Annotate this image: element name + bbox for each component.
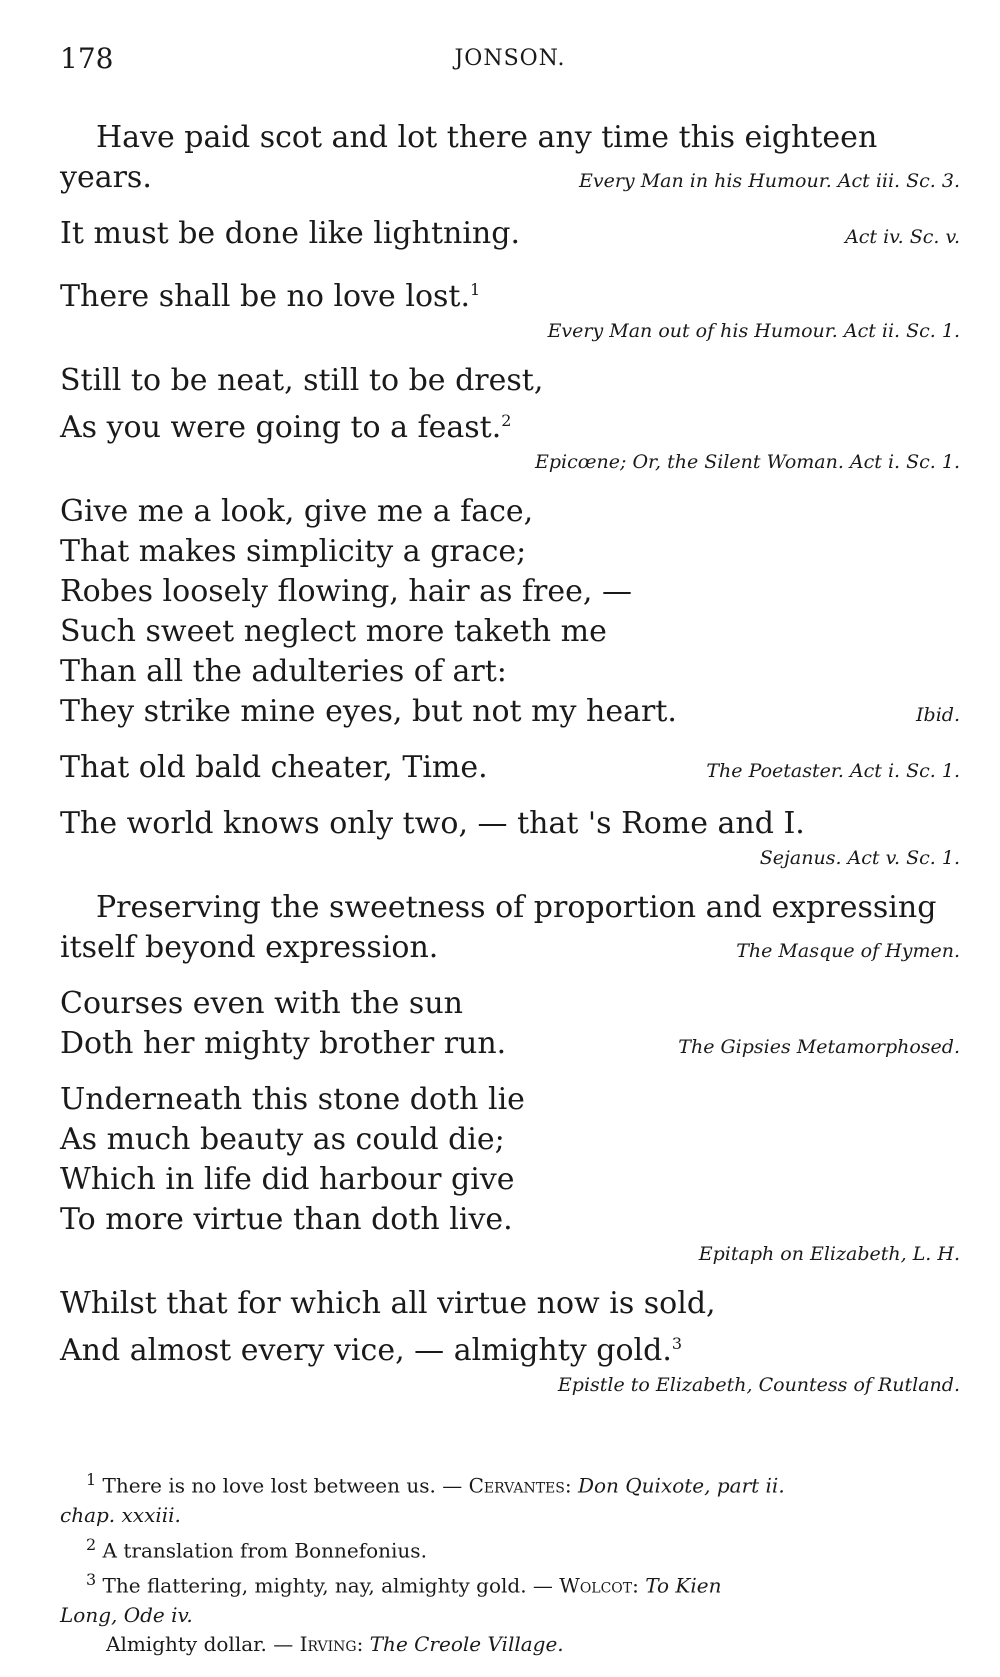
quote-source: The Gipsies Metamorphosed. <box>678 1036 960 1058</box>
quote-line: That makes simplicity a grace; <box>60 534 527 569</box>
quote-block <box>60 361 960 476</box>
running-title: JONSON. <box>454 46 566 71</box>
footnote-continuation: Long, Ode iv. <box>60 1602 193 1627</box>
quote-line: Which in life did harbour give <box>60 1162 515 1197</box>
footnote: $^1$ There is no love lost between us. — Cervantes: Don Quixote, part ii. <box>86 1470 785 1498</box>
quote-line: itself beyond expression. <box>60 930 439 965</box>
quote-block <box>60 804 960 872</box>
footnote-ref: 2 <box>501 411 512 430</box>
quote-block <box>60 492 960 732</box>
quotation-list <box>60 118 960 1415</box>
quote-source: The Poetaster. Act i. Sc. 1. <box>706 760 960 782</box>
page-header <box>60 42 960 82</box>
quote-line: Robes loosely flowing, hair as free, — <box>60 574 632 609</box>
quote-source: Every Man in his Humour. Act iii. Sc. 3. <box>578 170 960 192</box>
quote-block <box>60 214 960 254</box>
quote-block <box>60 118 960 198</box>
quote-source: Act iv. Sc. v. <box>845 226 960 248</box>
quote-line: As much beauty as could die; <box>60 1122 505 1157</box>
footnotes <box>60 1465 960 1659</box>
quote-line: Such sweet neglect more taketh me <box>60 614 607 649</box>
quote-block <box>60 1284 960 1399</box>
quote-line: years. <box>60 160 152 195</box>
quote-line: It must be done like lightning. <box>60 216 520 251</box>
quote-block <box>60 1080 960 1268</box>
quote-line: Preserving the sweetness of proportion and expressing <box>96 890 937 925</box>
footnote-ref: 1 <box>470 280 481 299</box>
quote-line: As you were going to a feast.$^2$ <box>60 410 512 445</box>
footnote: Almighty dollar. — Irving: The Creole Village. <box>106 1631 564 1656</box>
quote-source: Epicœne; Or, the Silent Woman. Act i. Sc. 1. <box>535 451 960 473</box>
footnote-ref: 3 <box>671 1334 683 1353</box>
quote-line: Doth her mighty brother run. <box>60 1026 507 1061</box>
footnote: $^2$ A translation from Bonnefonius. <box>86 1534 427 1563</box>
quote-line: Give me a look, give me a face, <box>60 494 534 529</box>
quote-block <box>60 748 960 788</box>
quote-line: And almost every vice, — almighty gold.$^3$ <box>60 1333 683 1368</box>
quote-line: Courses even with the sun <box>60 986 463 1021</box>
quote-source: Epistle to Elizabeth, Countess of Rutland. <box>557 1374 960 1396</box>
quote-source: The Masque of Hymen. <box>736 940 960 962</box>
quote-block <box>60 270 960 345</box>
quote-line: That old bald cheater, Time. <box>60 750 488 785</box>
footnote: $^3$ The flattering, mighty, nay, almighty gold. — Wolcot: To Kien <box>86 1570 722 1598</box>
quote-line: Still to be neat, still to be drest, <box>60 363 544 398</box>
quote-source: Sejanus. Act v. Sc. 1. <box>759 847 960 869</box>
quote-line: Whilst that for which all virtue now is sold, <box>60 1286 716 1321</box>
quote-line: They strike mine eyes, but not my heart. <box>60 694 677 729</box>
quote-source: Epitaph on Elizabeth, L. H. <box>698 1243 960 1265</box>
page-number: 178 <box>60 42 114 75</box>
quote-line: There shall be no love lost.$^1$ <box>60 279 481 314</box>
quote-line: Have paid scot and lot there any time this eighteen <box>96 120 878 155</box>
quote-source: Ibid. <box>916 704 960 726</box>
quote-line: To more virtue than doth live. <box>60 1202 513 1237</box>
quote-block <box>60 888 960 968</box>
quote-line: The world knows only two, — that 's Rome and I. <box>60 806 805 841</box>
quote-line: Than all the adulteries of art: <box>60 654 507 689</box>
quote-source: Every Man out of his Humour. Act ii. Sc. 1. <box>547 320 960 342</box>
quote-line: Underneath this stone doth lie <box>60 1082 525 1117</box>
quote-block <box>60 984 960 1064</box>
footnote-continuation: chap. xxxiii. <box>60 1502 181 1527</box>
